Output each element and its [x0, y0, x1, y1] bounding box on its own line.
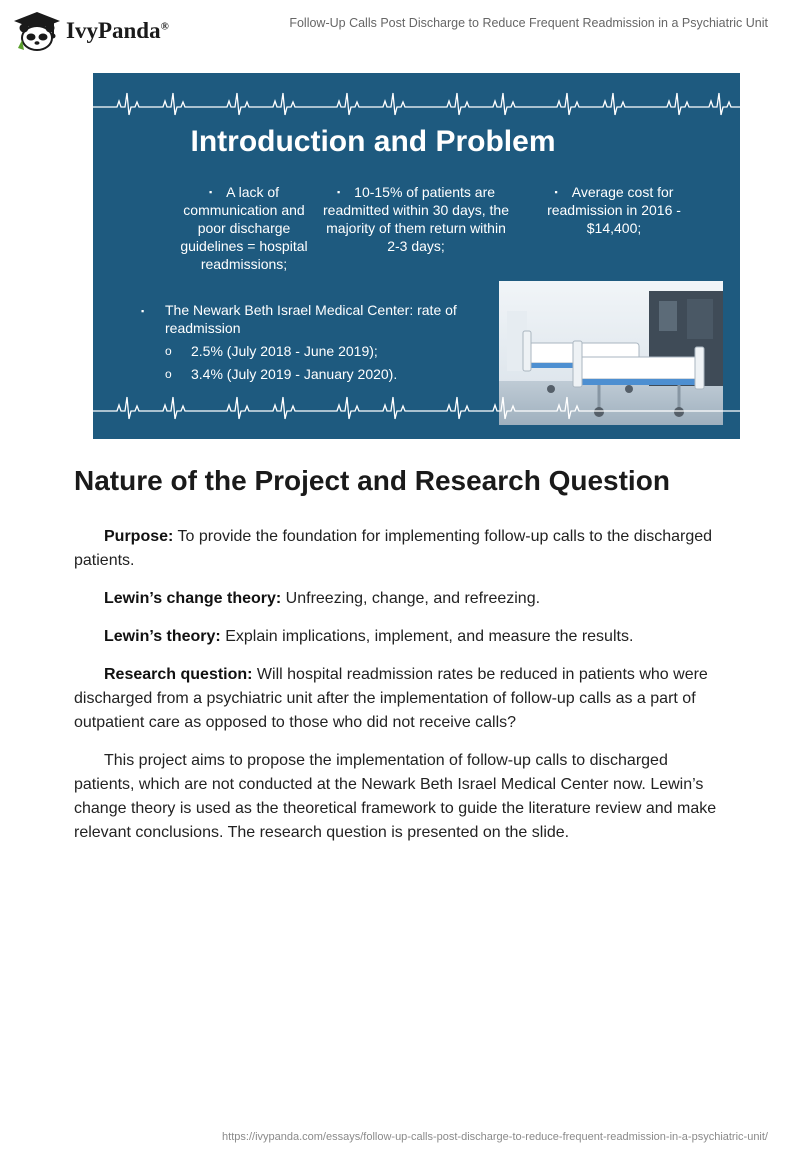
slide-readmission-list: [141, 301, 511, 383]
ekg-line-bottom-graphic: [93, 393, 740, 423]
slide-bullet-main: ▪ The Newark Beth Israel Medical Center: rate of readmission: [141, 302, 457, 336]
slide-sub-bullet-2: o 3.4% (July 2019 - January 2020).: [165, 366, 398, 382]
paragraph-project-aim: This project aims to propose the implementation of follow-up calls to discharged patients, which are not conducted at the Newark Beth Israel Medical Center now. Lewin’s change theory is used as the theoretical framework to guide the literature review and make relevant conclusions. The research question is presented on the slide.: [74, 752, 717, 841]
slide-bullet-3: ▪ Average cost for readmission in 2016 - $14,400;: [547, 184, 681, 236]
paragraph-lewin-theory: Lewin’s theory: Explain implications, implement, and measure the results.: [104, 628, 634, 645]
slide-bullet-2: ▪ 10-15% of patients are readmitted within 30 days, the majority of them return within 2-3 days;: [323, 184, 509, 254]
ivypanda-logo[interactable]: [12, 10, 169, 52]
panda-graduate-icon: [12, 10, 62, 52]
slide-sub-bullet-1: o 2.5% (July 2018 - June 2019);: [165, 343, 378, 359]
paragraph-lewin-change-theory: Lewin’s change theory: Unfreezing, change, and refreezing.: [104, 590, 541, 607]
ekg-line-top-graphic: [93, 89, 740, 119]
paragraph-purpose: Purpose: To provide the foundation for implementing follow-up calls to the discharged patients.: [74, 528, 713, 569]
slide-image: [93, 73, 740, 439]
source-url-link[interactable]: https://ivypanda.com/essays/follow-up-calls-post-discharge-to-reduce-frequent-readmission-in-a-psychiatric-unit/: [222, 1131, 768, 1143]
slide-title: Introduction and Problem: [190, 125, 556, 158]
section-body: [74, 525, 730, 859]
section-heading: Nature of the Project and Research Question: [74, 465, 670, 496]
paragraph-research-question: Research question: Will hospital readmission rates be reduced in patients who were discharged from a psychiatric unit after the implementation of follow-up calls as a part of outpatient care as opposed to those who did not receive calls?: [74, 666, 708, 731]
slide-bullet-1: ▪ A lack of communication and poor discharge guidelines = hospital readmissions;: [180, 184, 308, 272]
logo-text: IvyPanda®: [66, 18, 169, 43]
document-title: Follow-Up Calls Post Discharge to Reduce Frequent Readmission in a Psychiatric Unit: [289, 16, 768, 30]
